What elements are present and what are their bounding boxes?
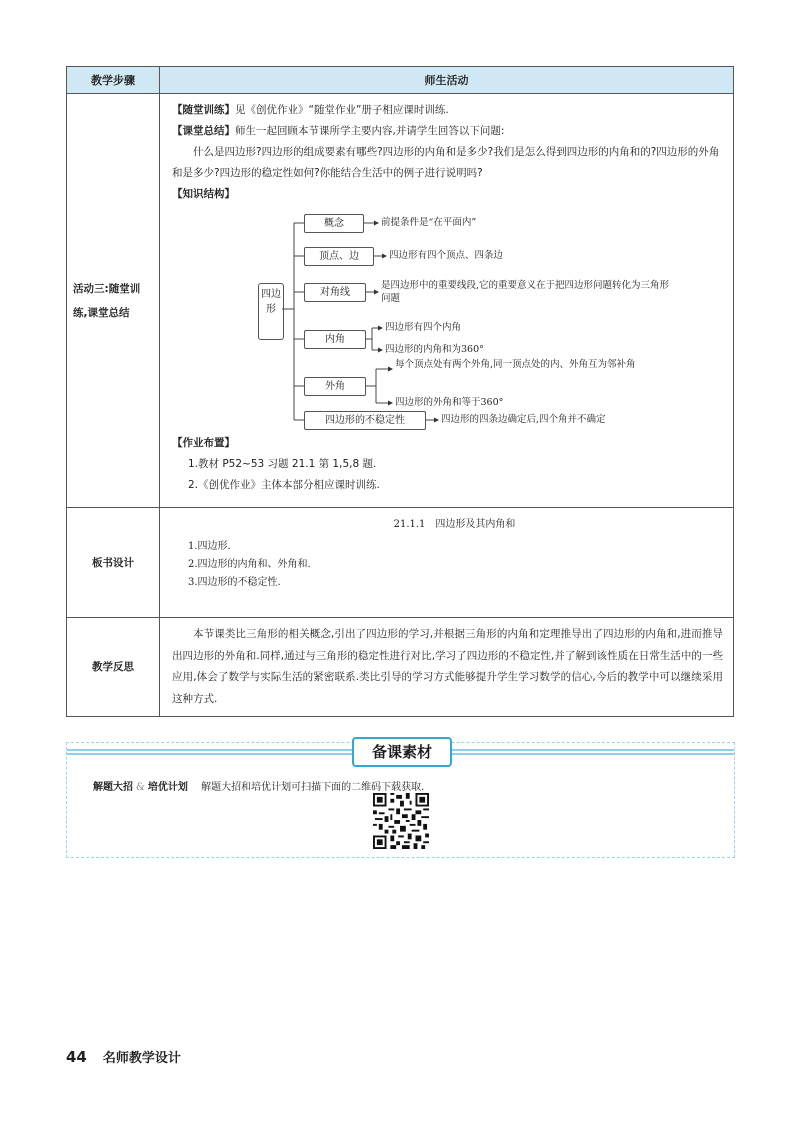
activity3-content xyxy=(160,94,734,508)
qr-code-icon[interactable] xyxy=(373,793,429,849)
material-line xyxy=(93,778,424,793)
homework-item-1: 1.教材 P52~53 习题 21.1 第 1,5,8 题. xyxy=(188,458,377,470)
summary-text: 师生一起回顾本节课所学主要内容,并请学生回答以下问题: xyxy=(235,125,505,137)
table-header-row xyxy=(67,67,734,94)
board-line-2: 2.四边形的内角和、外角和. xyxy=(188,559,311,570)
header-activity: 师生活动 xyxy=(160,67,734,94)
desc-concept: 前提条件是“在平面内” xyxy=(381,217,477,228)
material-amp: & xyxy=(136,782,145,793)
practice-line xyxy=(172,100,723,121)
node-vertex-side: 顶点、边 xyxy=(304,247,374,266)
footer-title: 名师教学设计 xyxy=(102,1051,181,1066)
table-row-reflection xyxy=(67,618,734,717)
structure-root: 四边形 xyxy=(258,283,284,340)
desc-interior-angle-2: 四边形的内角和为360° xyxy=(385,344,484,355)
step-board: 板书设计 xyxy=(67,508,160,618)
material-label-a: 解题大招 xyxy=(93,782,133,793)
summary-label: 【课堂总结】 xyxy=(172,125,235,137)
summary-line xyxy=(172,121,723,142)
table-row-activity3 xyxy=(67,94,734,508)
node-instability: 四边形的不稳定性 xyxy=(304,411,426,430)
desc-exterior-angle-2: 四边形的外角和等于360° xyxy=(395,397,504,408)
practice-text: 见《创优作业》“随堂作业”册子相应课时训练. xyxy=(235,104,449,116)
desc-vertex-side: 四边形有四个顶点、四条边 xyxy=(389,250,504,261)
header-step: 教学步骤 xyxy=(67,67,160,94)
step-activity3: 活动三:随堂训练,课堂总结 xyxy=(67,94,160,508)
node-interior-angle: 内角 xyxy=(304,330,366,349)
desc-instability: 四边形的四条边确定后,四个角并不确定 xyxy=(441,414,606,425)
node-diagonal: 对角线 xyxy=(304,283,366,302)
homework-label: 【作业布置】 xyxy=(172,437,235,449)
page-number: 44 xyxy=(66,1048,87,1066)
desc-exterior-angle-1: 每个顶点处有两个外角,同一顶点处的内、外角互为邻补角 xyxy=(395,359,636,370)
node-exterior-angle: 外角 xyxy=(304,377,366,396)
reflection-text: 本节课类比三角形的相关概念,引出了四边形的学习,并根据三角形的内角和定理推导出了四边形的内角和,进而推导出四边形的外角和.同样,通过与三角形的稳定性进行对比,学习了四边形的不稳定性,并了解到该性质在日常生活中的一些应用,体会了数学与实际生活的紧密联系.类比引导的学习方式能够提升学生学习数学的信心,今后的教学中可以继续采用这种方式. xyxy=(160,618,734,717)
node-concept: 概念 xyxy=(304,214,364,233)
material-section xyxy=(66,742,735,858)
lesson-table xyxy=(66,66,734,717)
table-row-board xyxy=(67,508,734,618)
practice-label: 【随堂训练】 xyxy=(172,104,235,116)
material-label-b: 培优计划 xyxy=(147,782,188,793)
material-text[interactable]: 解题大招和培优计划可扫描下面的二维码下载获取. xyxy=(201,782,425,793)
desc-interior-angle-1: 四边形有四个内角 xyxy=(385,322,462,333)
material-title: 备课素材 xyxy=(352,737,452,767)
board-title: 21.1.1 四边形及其内角和 xyxy=(393,519,516,530)
board-line-1: 1.四边形. xyxy=(188,541,231,552)
step-reflection: 教学反思 xyxy=(67,618,160,717)
board-line-3: 3.四边形的不稳定性. xyxy=(188,577,281,588)
knowledge-structure-diagram xyxy=(180,205,720,433)
desc-diagonal: 是四边形中的重要线段,它的重要意义在于把四边形问题转化为三角形问题 xyxy=(381,280,670,304)
board-content xyxy=(160,508,734,618)
homework-item-2: 2.《创优作业》主体本部分相应课时训练. xyxy=(188,479,380,491)
summary-questions: 什么是四边形?四边形的组成要素有哪些?四边形的内角和是多少?我们是怎么得到四边形的内角和的?四边形的外角和是多少?四边形的稳定性如何?你能结合生活中的例子进行说明吗? xyxy=(172,146,720,179)
structure-label: 【知识结构】 xyxy=(172,188,235,200)
page-footer xyxy=(66,1047,181,1066)
